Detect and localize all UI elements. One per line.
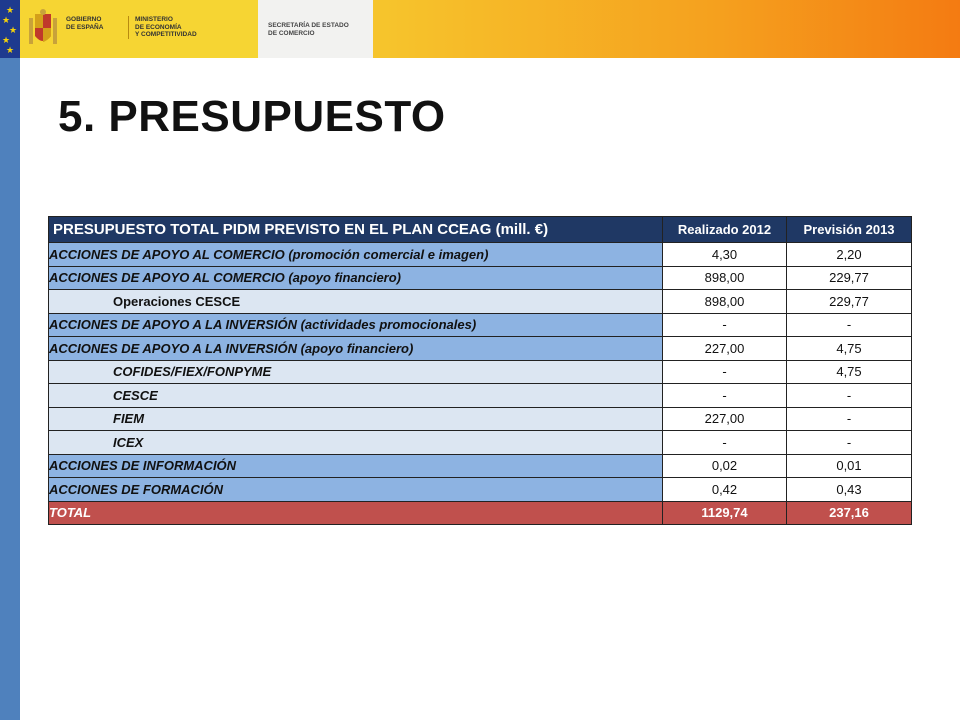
row-label: ACCIONES DE APOYO A LA INVERSIÓN (actividades promocionales) (49, 313, 663, 337)
cell-prevision-2013: - (787, 431, 912, 455)
table-row (49, 290, 912, 314)
cell-realizado-2012: 898,00 (663, 266, 787, 290)
cell-prevision-2013: 2,20 (787, 243, 912, 267)
cell-prevision-2013: 0,01 (787, 454, 912, 478)
cell-realizado-2012: - (663, 313, 787, 337)
cell-realizado-2012: - (663, 384, 787, 408)
cell-prevision-2013: 229,77 (787, 266, 912, 290)
row-label: COFIDES/FIEX/FONPYME (49, 360, 663, 384)
table-row (49, 337, 912, 361)
header-banner (0, 0, 960, 58)
row-label: FIEM (49, 407, 663, 431)
table-row (49, 454, 912, 478)
coat-of-arms-icon (26, 8, 60, 50)
cell-realizado-2012: - (663, 360, 787, 384)
government-logo (20, 0, 258, 58)
cell-prevision-2013: 0,43 (787, 478, 912, 502)
row-label: ACCIONES DE FORMACIÓN (49, 478, 663, 502)
cell-prevision-2013: 4,75 (787, 360, 912, 384)
table-row (49, 431, 912, 455)
row-label: ICEX (49, 431, 663, 455)
secretariat-name: SECRETARÍA DE ESTADO DE COMERCIO (268, 22, 349, 37)
table-header-row (49, 217, 912, 243)
row-label: ACCIONES DE APOYO AL COMERCIO (promoción comercial e imagen) (49, 243, 663, 267)
ministry-name: MINISTERIO DE ECONOMÍA Y COMPETITIVIDAD (128, 16, 260, 39)
table-row (49, 266, 912, 290)
eu-flag-strip: ★ ★ ★ ★ ★ (0, 0, 20, 58)
secretariat-logo (258, 0, 373, 58)
row-label: ACCIONES DE INFORMACIÓN (49, 454, 663, 478)
column-header-realizado-2012: Realizado 2012 (663, 217, 787, 243)
government-name: GOBIERNO DE ESPAÑA (66, 16, 104, 31)
total-realizado-2012: 1129,74 (663, 501, 787, 525)
row-label: ACCIONES DE APOYO AL COMERCIO (apoyo financiero) (49, 266, 663, 290)
budget-table (48, 216, 912, 525)
row-label: Operaciones CESCE (49, 290, 663, 314)
table-row (49, 478, 912, 502)
cell-realizado-2012: - (663, 431, 787, 455)
column-header-prevision-2013: Previsión 2013 (787, 217, 912, 243)
cell-realizado-2012: 227,00 (663, 337, 787, 361)
page-title: 5. PRESUPUESTO (58, 92, 446, 141)
row-label: CESCE (49, 384, 663, 408)
cell-prevision-2013: - (787, 384, 912, 408)
cell-prevision-2013: - (787, 313, 912, 337)
table-row (49, 360, 912, 384)
column-header-concept: PRESUPUESTO TOTAL PIDM PREVISTO EN EL PLAN CCEAG (mill. €) (49, 217, 663, 243)
table-row (49, 407, 912, 431)
cell-realizado-2012: 0,42 (663, 478, 787, 502)
total-row (49, 501, 912, 525)
row-label: ACCIONES DE APOYO A LA INVERSIÓN (apoyo financiero) (49, 337, 663, 361)
cell-prevision-2013: - (787, 407, 912, 431)
total-prevision-2013: 237,16 (787, 501, 912, 525)
cell-realizado-2012: 4,30 (663, 243, 787, 267)
cell-prevision-2013: 229,77 (787, 290, 912, 314)
cell-realizado-2012: 898,00 (663, 290, 787, 314)
cell-prevision-2013: 4,75 (787, 337, 912, 361)
cell-realizado-2012: 0,02 (663, 454, 787, 478)
table-row (49, 384, 912, 408)
table-row (49, 243, 912, 267)
total-label: TOTAL (49, 501, 663, 525)
left-sidebar-bar (0, 58, 20, 720)
table-row (49, 313, 912, 337)
cell-realizado-2012: 227,00 (663, 407, 787, 431)
